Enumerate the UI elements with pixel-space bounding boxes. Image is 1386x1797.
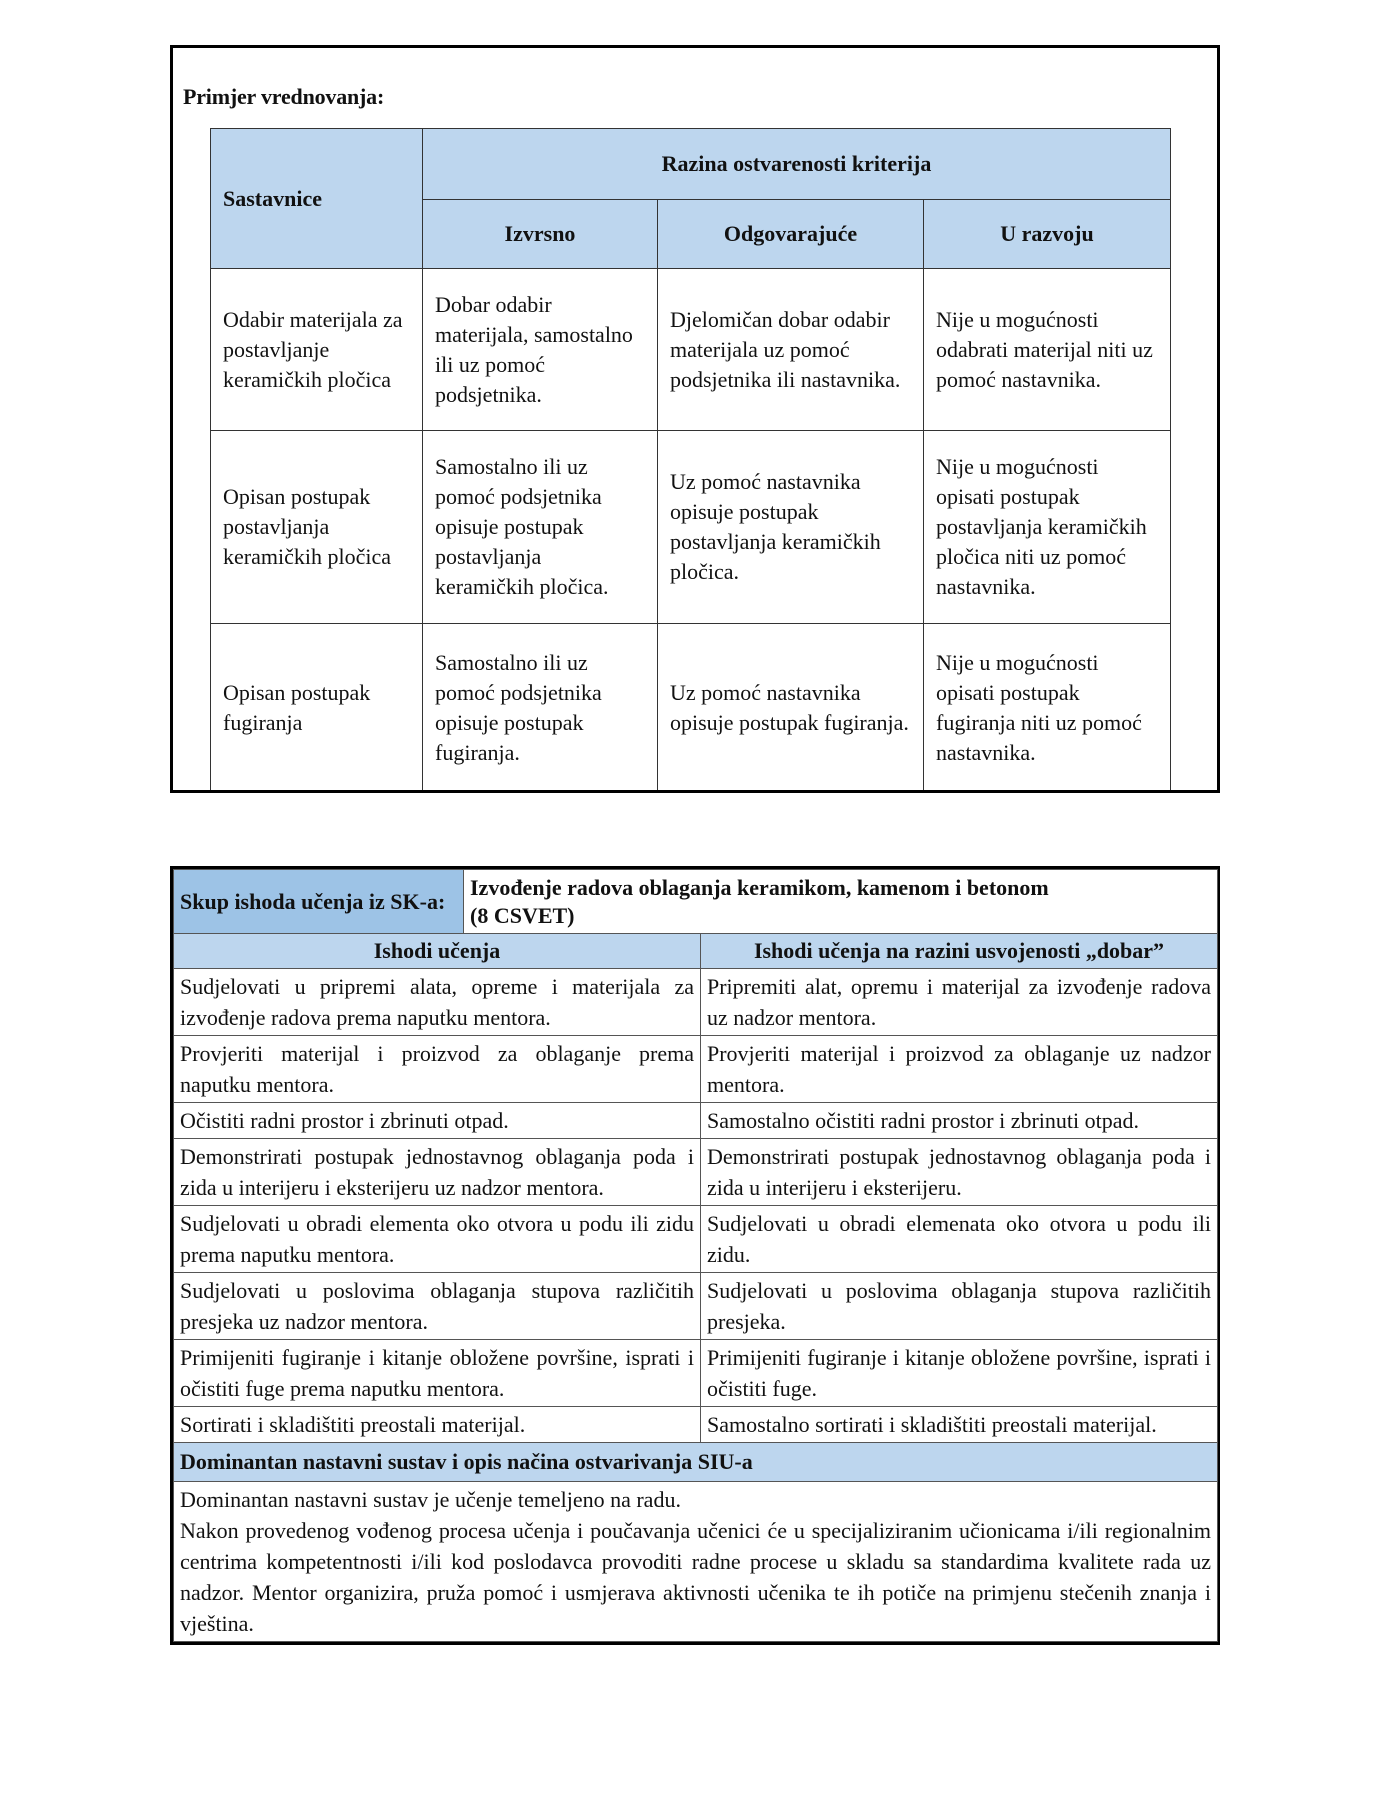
cell-sastavnica: Opisan postupak fugiranja — [211, 624, 423, 793]
teaching-method-description — [174, 1482, 1218, 1642]
outcome-cell: Demonstrirati postupak jednostavnog oblaganja poda i zida u interijeru i eksterijeru uz nadzor mentora. — [174, 1139, 701, 1206]
header-level-odgovarajuce: Odgovarajuće — [658, 200, 924, 269]
table-row — [211, 269, 1171, 431]
outcome-cell: Sudjelovati u pripremi alata, opreme i materijala za izvođenje radova prema naputku mentora. — [174, 969, 701, 1036]
header-criteria-level-group: Razina ostvarenosti kriterija — [423, 129, 1171, 200]
header-outcomes-good-level: Ishodi učenja na razini usvojenosti „dobar” — [701, 934, 1218, 969]
teaching-method-paragraph-2: Nakon provedenog vođenog procesa učenja i poučavanja učenici će u specijaliziranim učionicama i/ili regionalnim centrima kompetentnosti i/ili kod poslodavca provoditi radne procese u skladu sa standardima kvalitete rada uz nadzor. Mentor organizira, pruža pomoć i usmjerava aktivnosti učenika te ih potiče na primjenu stečenih znanja i vještina. — [180, 1518, 1211, 1636]
evaluation-rubric-table — [210, 128, 1171, 793]
outcome-set-credits: (8 CSVET) — [470, 903, 575, 928]
box-bottom-border — [170, 790, 1220, 793]
learning-outcomes-box — [170, 866, 1220, 1645]
cell-izvrsno: Samostalno ili uz pomoć podsjetnika opisuje postupak fugiranja. — [423, 624, 658, 793]
outcome-cell: Sudjelovati u poslovima oblaganja stupova različitih presjeka uz nadzor mentora. — [174, 1273, 701, 1340]
cell-u-razvoju: Nije u mogućnosti opisati postupak fugiranja niti uz pomoć nastavnika. — [924, 624, 1171, 793]
outcome-good-cell: Pripremiti alat, opremu i materijal za izvođenje radova uz nadzor mentora. — [701, 969, 1218, 1036]
table-row — [174, 969, 1218, 1036]
cell-u-razvoju: Nije u mogućnosti opisati postupak postavljanja keramičkih pločica niti uz pomoć nastavnika. — [924, 431, 1171, 624]
outcome-set-title-line1: Izvođenje radova oblaganja keramikom, kamenom i betonom — [470, 875, 1049, 900]
teaching-method-paragraph-1: Dominantan nastavni sustav je učenje temeljeno na radu. — [180, 1487, 681, 1512]
outcome-set-title — [464, 870, 1218, 934]
outcome-good-cell: Primijeniti fugiranje i kitanje obložene površine, isprati i očistiti fuge. — [701, 1340, 1218, 1407]
outcome-cell: Očistiti radni prostor i zbrinuti otpad. — [174, 1103, 701, 1139]
cell-odgovarajuce: Uz pomoć nastavnika opisuje postupak fugiranja. — [658, 624, 924, 793]
outcome-set-label: Skup ishoda učenja iz SK-a: — [174, 870, 464, 934]
table-row — [174, 1139, 1218, 1206]
cell-odgovarajuce: Uz pomoć nastavnika opisuje postupak postavljanja keramičkih pločica. — [658, 431, 924, 624]
cell-sastavnica: Opisan postupak postavljanja keramičkih pločica — [211, 431, 423, 624]
outcome-good-cell: Demonstrirati postupak jednostavnog oblaganja poda i zida u interijeru i eksterijeru. — [701, 1139, 1218, 1206]
outcome-good-cell: Sudjelovati u poslovima oblaganja stupova različitih presjeka. — [701, 1273, 1218, 1340]
cell-sastavnica: Odabir materijala za postavljanje keramičkih pločica — [211, 269, 423, 431]
evaluation-example-box — [170, 45, 1220, 793]
table-row — [174, 1206, 1218, 1273]
table-row — [174, 1103, 1218, 1139]
teaching-method-header: Dominantan nastavni sustav i opis načina ostvarivanja SIU-a — [174, 1443, 1218, 1482]
outcome-good-cell: Sudjelovati u obradi elemenata oko otvora u podu ili zidu. — [701, 1206, 1218, 1273]
cell-izvrsno: Samostalno ili uz pomoć podsjetnika opisuje postupak postavljanja keramičkih pločica. — [423, 431, 658, 624]
table-row — [174, 1407, 1218, 1443]
header-level-u-razvoju: U razvoju — [924, 200, 1171, 269]
header-sastavnice: Sastavnice — [211, 129, 423, 269]
cell-u-razvoju: Nije u mogućnosti odabrati materijal niti uz pomoć nastavnika. — [924, 269, 1171, 431]
outcome-cell: Sortirati i skladištiti preostali materijal. — [174, 1407, 701, 1443]
table-row — [174, 1036, 1218, 1103]
table-row — [174, 1273, 1218, 1340]
header-level-izvrsno: Izvrsno — [423, 200, 658, 269]
outcome-good-cell: Samostalno očistiti radni prostor i zbrinuti otpad. — [701, 1103, 1218, 1139]
table-row — [211, 431, 1171, 624]
table-row — [211, 624, 1171, 793]
header-learning-outcomes: Ishodi učenja — [174, 934, 701, 969]
table-row — [174, 1340, 1218, 1407]
outcome-cell: Sudjelovati u obradi elementa oko otvora u podu ili zidu prema naputku mentora. — [174, 1206, 701, 1273]
learning-outcomes-table — [173, 869, 1218, 1642]
outcome-cell: Primijeniti fugiranje i kitanje obložene površine, isprati i očistiti fuge prema naputku mentora. — [174, 1340, 701, 1407]
cell-izvrsno: Dobar odabir materijala, samostalno ili uz pomoć podsjetnika. — [423, 269, 658, 431]
evaluation-example-title: Primjer vrednovanja: — [183, 84, 385, 109]
cell-odgovarajuce: Djelomičan dobar odabir materijala uz pomoć podsjetnika ili nastavnika. — [658, 269, 924, 431]
outcome-cell: Provjeriti materijal i proizvod za oblaganje prema naputku mentora. — [174, 1036, 701, 1103]
outcome-good-cell: Provjeriti materijal i proizvod za oblaganje uz nadzor mentora. — [701, 1036, 1218, 1103]
outcome-good-cell: Samostalno sortirati i skladištiti preostali materijal. — [701, 1407, 1218, 1443]
